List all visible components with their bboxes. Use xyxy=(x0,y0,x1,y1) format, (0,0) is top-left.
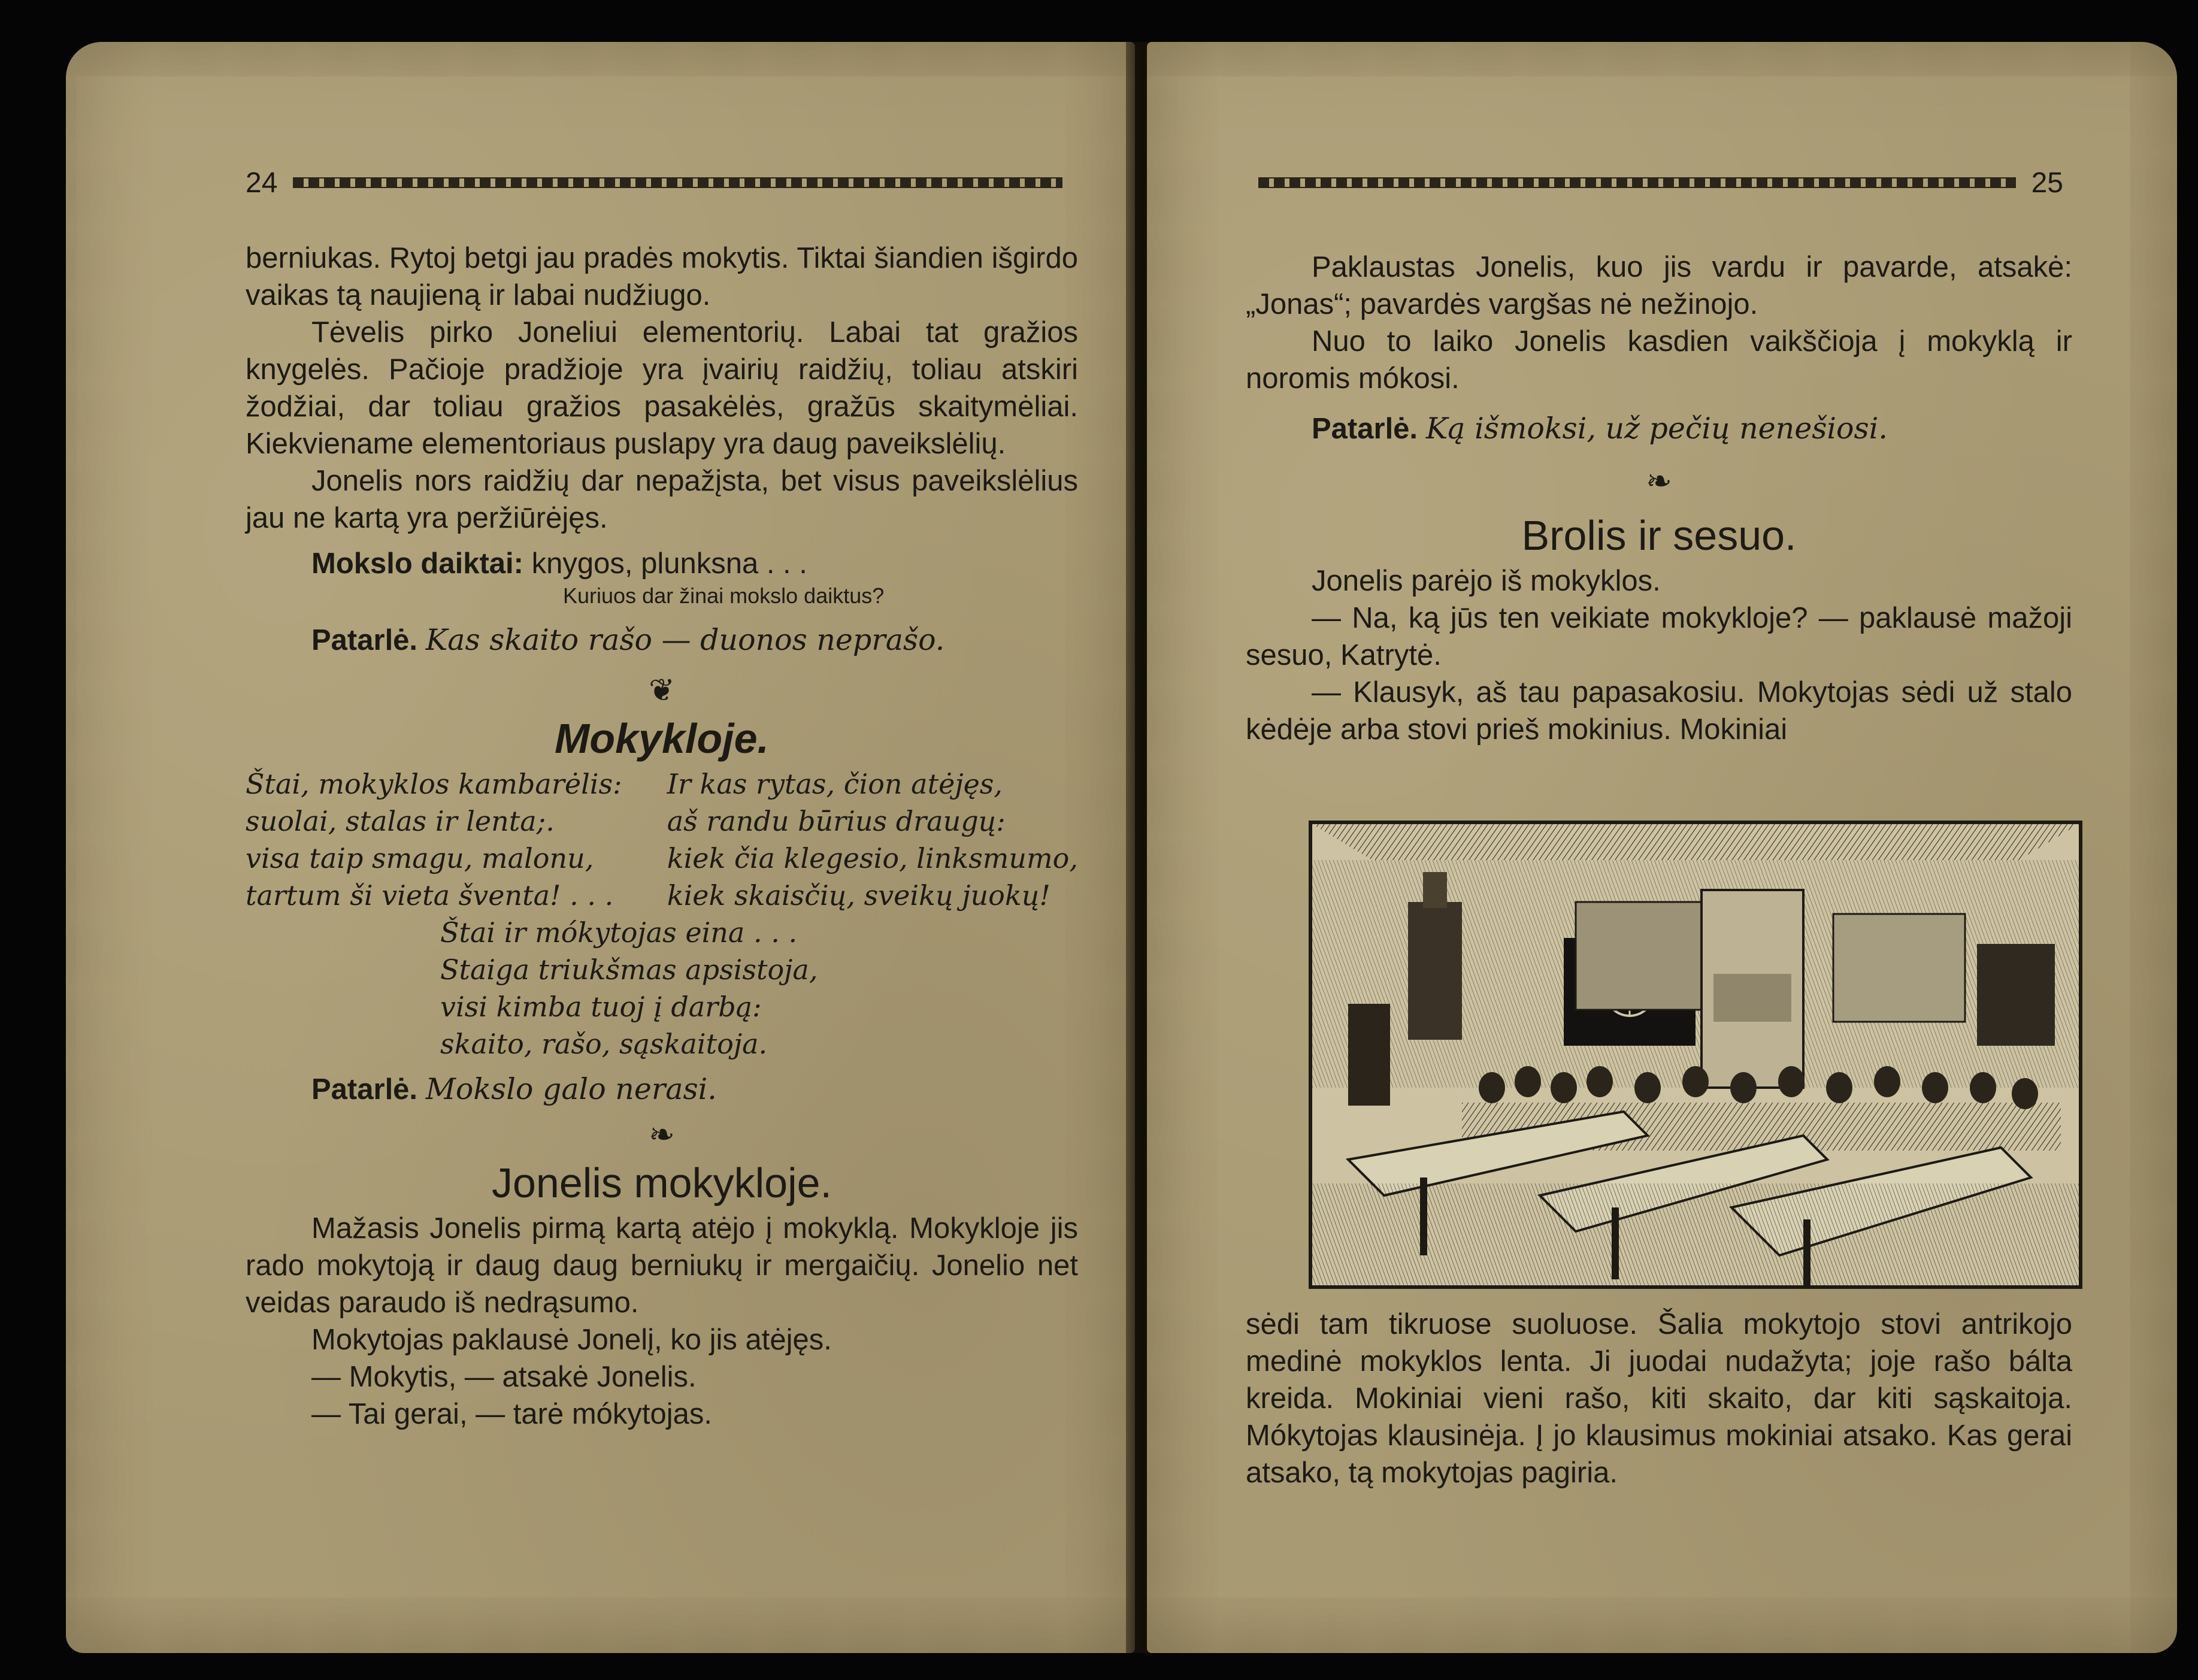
left-page xyxy=(66,42,1135,1653)
paragraph: — Klausyk, aš tau papasakosiu. Mokytojas sėdi už stalo kėdėje arba stovi prieš mokinius. Mokiniai xyxy=(1246,676,2072,746)
poem-final-stanza xyxy=(246,914,1078,1063)
paragraph: sėdi tam tikruose suoluose. Šalia mokytojo stovi antrikojo medinė mokyklos lenta. Ji juodai nudažyta; joje rašo bálta kreida. Mokiniai vieni rašo, kiti skaito, dar kiti sąskaitoja. Mókytojas klausinėja. Į jo klausimus mokiniai atsako. Kas gerai atsako, tą mokytojas pagiria. xyxy=(1246,1308,2072,1489)
right-page xyxy=(1147,42,2177,1653)
paragraph: berniukas. Rytoj betgi jau pradės mokytis. Tiktai šiandien išgirdo vaikas tą naujieną ir labai nudžiugo. xyxy=(246,242,1078,311)
header-ornament xyxy=(1258,177,2016,188)
poem-line: tartum ši vieta šventa! . . . xyxy=(246,879,614,912)
poem-line: Štai ir mókytojas eina . . . xyxy=(440,916,798,949)
paragraph: Paklaustas Jonelis, kuo jis vardu ir pavarde, atsakė: „Jonas“; pavardės vargšas nė nežinojo. xyxy=(1246,251,2072,320)
poem-left-column xyxy=(246,765,622,914)
left-page-body xyxy=(246,240,1078,1433)
proverb-label: Patarlė. xyxy=(1312,413,1418,445)
right-page-body xyxy=(1246,249,2072,748)
left-page-header xyxy=(246,162,1078,204)
school-objects-question: Kuriuos dar žinai mokslo daiktus? xyxy=(563,583,885,608)
section-title: Mokykloje. xyxy=(555,715,769,762)
fleuron-icon: ❧ xyxy=(1646,464,1672,499)
school-objects-label: Mokslo daiktai: xyxy=(311,547,523,580)
section-title: Jonelis mokykloje. xyxy=(492,1160,832,1206)
poem-line: kiek skaisčių, sveikų juokų! xyxy=(667,879,1050,912)
paragraph: Mažasis Jonelis pirmą kartą atėjo į mokyklą. Mokykloje jis rado mokytoją ir daug daug berniukų ir mergaičių. Jonelio net veidas paraudo iš nedrąsumo. xyxy=(246,1212,1078,1319)
poem-line: aš randu būrius draugų: xyxy=(667,805,1006,837)
classroom-illustration xyxy=(1309,821,2082,1289)
poem-right-column xyxy=(667,765,1078,914)
poem-line: kiek čia klegesio, linksmumo, xyxy=(667,842,1078,874)
header-ornament xyxy=(293,177,1062,188)
proverb-text: Ką išmoksi, už pečių nenešiosi. xyxy=(1425,411,1888,446)
school-objects-text: knygos, plunksna . . . xyxy=(531,547,807,580)
poem xyxy=(246,765,1078,914)
proverb-text: Kas skaito rašo — duonos neprašo. xyxy=(425,623,945,657)
paragraph: — Tai gerai, — tarė mókytojas. xyxy=(311,1398,713,1430)
fleuron-icon: ❧ xyxy=(649,1118,675,1152)
classroom-engraving-icon xyxy=(1312,824,2079,1285)
poem-line: visi kimba tuoj į darbą: xyxy=(440,991,762,1023)
poem-line: Štai, mokyklos kambarėlis: xyxy=(246,768,622,800)
proverb xyxy=(246,1071,1078,1108)
section-title: Brolis ir sesuo. xyxy=(1521,512,1797,559)
paragraph: — Mokytis, — atsakė Jonelis. xyxy=(311,1361,697,1393)
proverb xyxy=(1246,410,2072,447)
right-page-continuation xyxy=(1246,1306,2072,1491)
poem-line: skaito, rašo, sąskaitoja. xyxy=(440,1028,768,1060)
poem-line: Ir kas rytas, čion atėjęs, xyxy=(667,768,1003,800)
right-page-header xyxy=(1243,162,2063,204)
poem-line: Staiga triukšmas apsistoja, xyxy=(440,953,818,986)
paragraph: Jonelis parėjo iš mokyklos. xyxy=(1312,565,1661,597)
page-number: 25 xyxy=(2031,167,2063,199)
paragraph: Tėvelis pirko Joneliui elementorių. Labai tat gražios knygelės. Pačioje pradžioje yra įvairių raidžių, toliau atskiri žodžiai, dar toliau gražios pasakėlės, gražūs skaitymėliai. Kiekviename elementoriaus puslapy yra daug paveikslėlių. xyxy=(246,316,1078,460)
paragraph: — Na, ką jūs ten veikiate mokykloje? — paklausė mažoji sesuo, Katrytė. xyxy=(1246,602,2072,671)
school-objects xyxy=(246,545,1078,582)
paragraph: Mokytojas paklausė Jonelį, ko jis atėjęs. xyxy=(311,1324,832,1356)
paragraph: Jonelis nors raidžių dar nepažįsta, bet visus paveikslėlius jau ne kartą yra peržiūrėjęs. xyxy=(246,465,1078,534)
poem-line: visa taip smagu, malonu, xyxy=(246,842,594,874)
proverb-text: Mokslo galo nerasi. xyxy=(425,1072,717,1106)
proverb-label: Patarlė. xyxy=(311,624,418,656)
proverb xyxy=(246,622,1078,659)
poem-line: suolai, stalas ir lenta;. xyxy=(246,805,555,837)
proverb-label: Patarlė. xyxy=(311,1073,418,1106)
paragraph: Nuo to laiko Jonelis kasdien vaikščioja į mokyklą ir noromis mókosi. xyxy=(1246,325,2072,395)
page-number: 24 xyxy=(246,167,278,199)
fleuron-icon: ❦ xyxy=(649,673,675,708)
